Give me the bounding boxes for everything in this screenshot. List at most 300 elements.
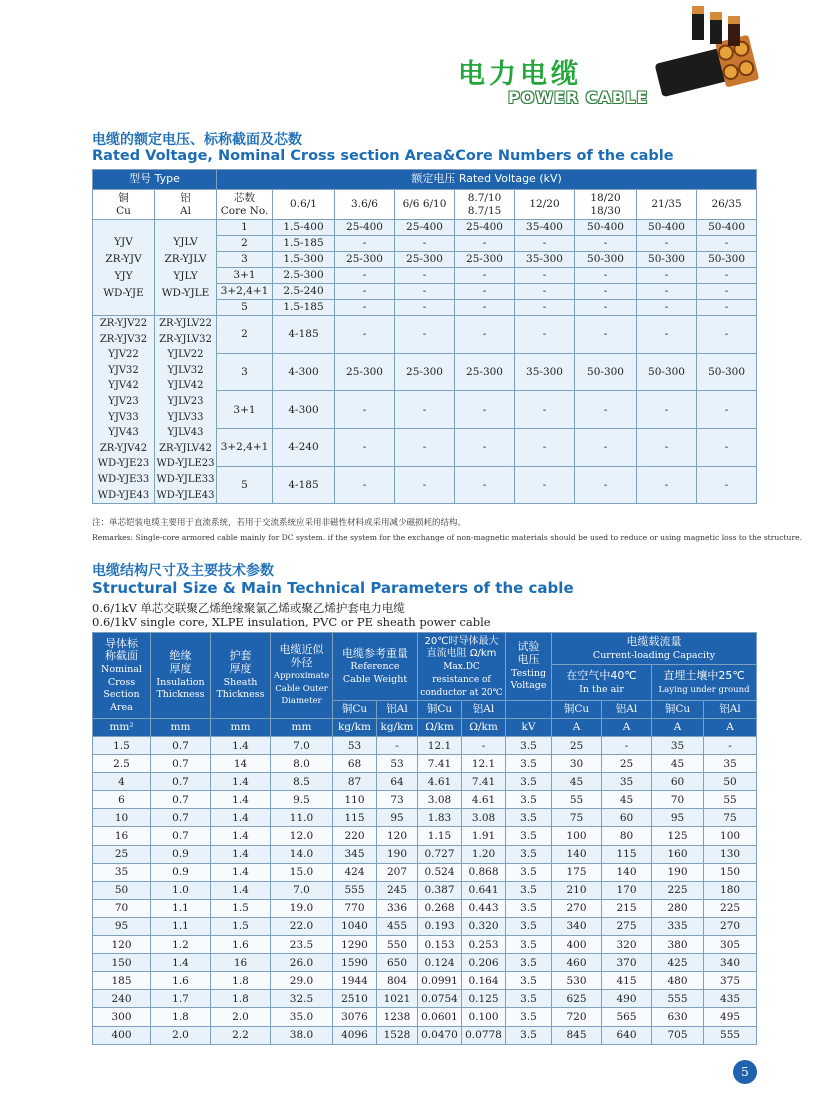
parameter-cell: 35	[704, 755, 757, 773]
parameter-cell: 1.4	[211, 827, 271, 845]
parameter-cell: 55	[552, 791, 602, 809]
section-range-cell: 50-400	[575, 220, 637, 236]
parameter-cell: 425	[652, 954, 704, 972]
section1-title-cn: 电缆的额定电压、标称截面及芯数	[92, 132, 302, 148]
parameter-cell: 25	[93, 845, 151, 863]
parameter-cell: 650	[377, 954, 418, 972]
section-range-cell: 4-185	[273, 316, 335, 354]
parameter-cell: 490	[602, 990, 652, 1008]
unit-cell: mm	[271, 719, 333, 737]
parameter-cell: 175	[552, 863, 602, 881]
parameter-cell: 3.5	[506, 899, 552, 917]
section-range-cell: -	[575, 284, 637, 300]
section-range-cell: -	[455, 236, 515, 252]
parameter-cell: 70	[93, 899, 151, 917]
parameter-cell: 1.1	[151, 899, 211, 917]
voltage-header: 26/35	[697, 190, 757, 220]
section-range-cell: -	[455, 428, 515, 466]
section2-title-en: Structural Size & Main Technical Parameters of the cable	[92, 579, 574, 597]
parameter-cell: 185	[93, 972, 151, 990]
parameter-cell: 6	[93, 791, 151, 809]
parameter-cell: 0.0754	[418, 990, 462, 1008]
table-row	[93, 1008, 757, 1026]
core-number-cell: 3+2,4+1	[217, 428, 273, 466]
page-header	[0, 0, 820, 120]
parameter-cell: 4.61	[418, 773, 462, 791]
section-range-cell: 2.5-240	[273, 284, 335, 300]
parameter-cell: 120	[377, 827, 418, 845]
table-row	[93, 954, 757, 972]
section1-title-en: Rated Voltage, Nominal Cross section Area&Core Numbers of the cable	[92, 148, 674, 164]
rated-voltage-header: 额定电压 Rated Voltage (kV)	[217, 170, 757, 190]
parameter-cell: 3.5	[506, 972, 552, 990]
section-range-cell: 1.5-400	[273, 220, 335, 236]
parameter-cell: 25	[602, 755, 652, 773]
table-row	[93, 990, 757, 1008]
parameter-cell: 220	[333, 827, 377, 845]
parameter-cell: 1.5	[211, 917, 271, 935]
parameter-cell: 0.387	[418, 881, 462, 899]
parameter-cell: 245	[377, 881, 418, 899]
parameter-cell: 1.6	[151, 972, 211, 990]
al-header: 铝 Al	[155, 190, 217, 220]
parameter-cell: 1.7	[151, 990, 211, 1008]
parameter-cell: 0.253	[462, 936, 506, 954]
parameter-cell: 115	[333, 809, 377, 827]
section-range-cell: -	[575, 428, 637, 466]
voltage-header: 6/6 6/10	[395, 190, 455, 220]
parameter-cell: 1.4	[211, 845, 271, 863]
parameter-cell: 1944	[333, 972, 377, 990]
parameter-cell: 3.5	[506, 755, 552, 773]
parameter-cell: 300	[93, 1008, 151, 1026]
parameter-cell: 3.5	[506, 791, 552, 809]
section-range-cell: 50-300	[575, 252, 637, 268]
section-range-cell: -	[637, 300, 697, 316]
parameter-cell: 70	[652, 791, 704, 809]
current-loading-header: 电缆载流量 Current-loading Capacity	[552, 633, 757, 665]
parameter-cell: 3.08	[462, 809, 506, 827]
section-range-cell: 35-300	[515, 252, 575, 268]
parameter-cell: 275	[602, 917, 652, 935]
section-range-cell: -	[335, 284, 395, 300]
core-number-cell: 2	[217, 316, 273, 354]
parameter-cell: -	[462, 737, 506, 755]
section2-subtitle-en: 0.6/1kV single core, XLPE insulation, PVC or PE sheath power cable	[92, 615, 491, 629]
parameter-cell: 38.0	[271, 1026, 333, 1044]
parameter-cell: 15.0	[271, 863, 333, 881]
section-range-cell: -	[697, 284, 757, 300]
parameter-cell: 7.0	[271, 737, 333, 755]
parameter-cell: 4	[93, 773, 151, 791]
section-range-cell: -	[697, 391, 757, 429]
unit-cell: kg/km	[333, 719, 377, 737]
cable-illustration	[648, 6, 760, 106]
parameter-cell: 705	[652, 1026, 704, 1044]
section-range-cell: -	[395, 284, 455, 300]
parameter-cell: 0.193	[418, 917, 462, 935]
core-no-header: 芯数 Core No.	[217, 190, 273, 220]
testing-voltage-spacer	[506, 701, 552, 719]
parameter-cell: 2510	[333, 990, 377, 1008]
parameter-cell: 375	[704, 972, 757, 990]
parameter-cell: 7.0	[271, 881, 333, 899]
section-range-cell: -	[455, 268, 515, 284]
parameter-cell: 3.5	[506, 863, 552, 881]
parameter-cell: 565	[602, 1008, 652, 1026]
parameter-cell: 1.4	[151, 954, 211, 972]
resistance-header: 20℃时导体最大 直流电阻 Ω/km Max.DC resistance of conductor at 20℃	[418, 633, 506, 701]
parameter-cell: 270	[704, 917, 757, 935]
voltage-header: 21/35	[637, 190, 697, 220]
parameter-cell: 0.268	[418, 899, 462, 917]
parameter-cell: 460	[552, 954, 602, 972]
parameter-cell: 4.61	[462, 791, 506, 809]
parameter-cell: 3.5	[506, 1008, 552, 1026]
parameter-cell: 95	[93, 917, 151, 935]
core-number-cell: 3+1	[217, 391, 273, 429]
parameter-cell: 140	[552, 845, 602, 863]
section-range-cell: -	[575, 300, 637, 316]
parameter-cell: 29.0	[271, 972, 333, 990]
brand-title-cn: 电力电缆	[458, 59, 582, 90]
al-model-list: YJLV ZR-YJLV YJLY WD-YJLE	[155, 220, 217, 316]
parameter-cell: 3.08	[418, 791, 462, 809]
parameter-cell: 25	[552, 737, 602, 755]
insulation-header: 绝缘 厚度 Insulation Thickness	[151, 633, 211, 719]
cu-header: 铜Cu	[418, 701, 462, 719]
voltage-header: 3.6/6	[335, 190, 395, 220]
parameter-cell: 100	[552, 827, 602, 845]
parameter-cell: 95	[652, 809, 704, 827]
parameter-cell: 1.15	[418, 827, 462, 845]
parameter-cell: 160	[652, 845, 704, 863]
parameter-cell: 55	[704, 791, 757, 809]
parameter-cell: 100	[704, 827, 757, 845]
parameter-cell: 50	[93, 881, 151, 899]
section-range-cell: 35-300	[515, 353, 575, 391]
section2-subtitle-cn: 0.6/1kV 单芯交联聚乙烯绝缘聚氯乙烯或聚乙烯护套电力电缆	[92, 601, 405, 615]
table-row	[93, 791, 757, 809]
core-number-cell: 5	[217, 300, 273, 316]
section-range-cell: -	[455, 284, 515, 300]
outer-diameter-header: 电缆近似 外径 Approximate Cable Outer Diameter	[271, 633, 333, 719]
section-range-cell: -	[335, 428, 395, 466]
parameter-cell: 1.4	[211, 737, 271, 755]
parameter-cell: 0.164	[462, 972, 506, 990]
parameter-cell: 804	[377, 972, 418, 990]
section-range-cell: 1.5-300	[273, 252, 335, 268]
parameter-cell: 110	[333, 791, 377, 809]
parameter-cell: 3.5	[506, 954, 552, 972]
unit-cell: Ω/km	[418, 719, 462, 737]
parameter-cell: 3.5	[506, 737, 552, 755]
parameter-cell: 170	[602, 881, 652, 899]
section-range-cell: -	[455, 316, 515, 354]
section-range-cell: -	[395, 300, 455, 316]
parameter-cell: 8.0	[271, 755, 333, 773]
cu-model-list: ZR-YJV22 ZR-YJV32 YJV22 YJV32 YJV42 YJV23 YJV33 YJV43 ZR-YJV42 WD-YJE23 WD-YJE33 WD-YJE43	[93, 316, 155, 504]
parameter-cell: 1.4	[211, 773, 271, 791]
section-range-cell: -	[515, 268, 575, 284]
parameter-cell: 625	[552, 990, 602, 1008]
section-range-cell: 25-300	[335, 353, 395, 391]
parameter-cell: 0.7	[151, 809, 211, 827]
al-header: 铝Al	[462, 701, 506, 719]
parameter-cell: 45	[552, 773, 602, 791]
parameter-cell: 0.0470	[418, 1026, 462, 1044]
parameter-cell: 3.5	[506, 809, 552, 827]
table-row	[93, 917, 757, 935]
parameter-cell: 0.641	[462, 881, 506, 899]
section-range-cell: 50-400	[697, 220, 757, 236]
unit-cell: mm	[211, 719, 271, 737]
cu-model-list: YJV ZR-YJV YJY WD-YJE	[93, 220, 155, 316]
parameter-cell: 0.125	[462, 990, 506, 1008]
parameter-cell: 336	[377, 899, 418, 917]
core-number-cell: 3	[217, 252, 273, 268]
cu-header: 铜Cu	[552, 701, 602, 719]
section-range-cell: 2.5-300	[273, 268, 335, 284]
parameter-cell: 0.206	[462, 954, 506, 972]
parameter-cell: 1.2	[151, 936, 211, 954]
parameter-cell: 16	[93, 827, 151, 845]
parameter-cell: 60	[602, 809, 652, 827]
parameter-cell: 35	[93, 863, 151, 881]
parameter-cell: 0.7	[151, 755, 211, 773]
parameter-cell: 23.5	[271, 936, 333, 954]
parameter-cell: 45	[652, 755, 704, 773]
parameter-cell: 12.0	[271, 827, 333, 845]
core-number-cell: 3	[217, 353, 273, 391]
core-number-cell: 3+2,4+1	[217, 284, 273, 300]
area-header: 导体标 称截面 Nominal Cross Section Area	[93, 633, 151, 719]
table-row	[93, 899, 757, 917]
section-range-cell: 50-300	[697, 353, 757, 391]
section-range-cell: -	[697, 428, 757, 466]
cu-header: 铜 Cu	[93, 190, 155, 220]
testing-voltage-header: 试验 电压 Testing Voltage	[506, 633, 552, 701]
unit-cell: kV	[506, 719, 552, 737]
parameter-cell: 1.4	[211, 791, 271, 809]
parameter-cell: 68	[333, 755, 377, 773]
parameter-cell: 270	[552, 899, 602, 917]
parameter-cell: 95	[377, 809, 418, 827]
section-range-cell: -	[395, 466, 455, 504]
table-row	[93, 220, 757, 236]
parameter-cell: 1.91	[462, 827, 506, 845]
parameter-cell: 0.153	[418, 936, 462, 954]
parameter-cell: 35	[602, 773, 652, 791]
parameter-cell: 1040	[333, 917, 377, 935]
parameter-cell: 770	[333, 899, 377, 917]
weight-header: 电缆参考重量 Reference Cable Weight	[333, 633, 418, 701]
section-range-cell: 4-300	[273, 353, 335, 391]
parameter-cell: 305	[704, 936, 757, 954]
section-range-cell: -	[697, 300, 757, 316]
section-range-cell: 25-300	[455, 252, 515, 268]
section-range-cell: -	[637, 236, 697, 252]
parameter-cell: 555	[333, 881, 377, 899]
parameter-cell: 16	[211, 954, 271, 972]
page-number: 5	[733, 1060, 757, 1084]
unit-cell: A	[704, 719, 757, 737]
section-range-cell: -	[637, 316, 697, 354]
parameter-cell: 130	[704, 845, 757, 863]
core-number-cell: 5	[217, 466, 273, 504]
section-range-cell: -	[515, 391, 575, 429]
table-row	[93, 845, 757, 863]
parameter-cell: 630	[652, 1008, 704, 1026]
section-range-cell: -	[575, 236, 637, 252]
cu-header: 铜Cu	[652, 701, 704, 719]
in-air-header: 在空气中40℃ In the air	[552, 665, 652, 701]
parameter-cell: 0.0778	[462, 1026, 506, 1044]
parameter-cell: 1.4	[211, 881, 271, 899]
parameter-cell: 3.5	[506, 917, 552, 935]
section-range-cell: -	[575, 268, 637, 284]
parameter-cell: 0.0601	[418, 1008, 462, 1026]
section-range-cell: 25-300	[395, 252, 455, 268]
section-range-cell: -	[575, 466, 637, 504]
parameter-cell: 180	[704, 881, 757, 899]
parameter-cell: 19.0	[271, 899, 333, 917]
parameter-cell: 2.0	[151, 1026, 211, 1044]
section-range-cell: -	[395, 428, 455, 466]
section-range-cell: -	[395, 268, 455, 284]
parameter-cell: 320	[602, 936, 652, 954]
parameter-cell: 3.5	[506, 990, 552, 1008]
parameter-cell: 2.5	[93, 755, 151, 773]
parameter-cell: 3.5	[506, 773, 552, 791]
table-row	[93, 809, 757, 827]
parameter-cell: 35	[652, 737, 704, 755]
parameter-cell: 0.868	[462, 863, 506, 881]
parameter-cell: 1021	[377, 990, 418, 1008]
unit-cell: A	[552, 719, 602, 737]
table-row	[93, 827, 757, 845]
parameter-cell: 0.727	[418, 845, 462, 863]
section-range-cell: -	[637, 284, 697, 300]
al-model-list: ZR-YJLV22 ZR-YJLV32 YJLV22 YJLV32 YJLV42 YJLV23 YJLV33 YJLV43 ZR-YJLV42 WD-YJLE23 WD-YJLE33 WD-YJLE43	[155, 316, 217, 504]
parameter-cell: 0.7	[151, 773, 211, 791]
section-range-cell: 50-300	[575, 353, 637, 391]
parameter-cell: 10	[93, 809, 151, 827]
parameter-cell: 0.7	[151, 827, 211, 845]
parameter-cell: 3.5	[506, 1026, 552, 1044]
parameter-cell: 1.5	[93, 737, 151, 755]
section-range-cell: -	[395, 316, 455, 354]
parameter-cell: 3.5	[506, 845, 552, 863]
parameter-cell: 0.9	[151, 845, 211, 863]
parameter-cell: 0.7	[151, 737, 211, 755]
parameter-cell: 150	[704, 863, 757, 881]
section-range-cell: -	[515, 428, 575, 466]
parameter-cell: 435	[704, 990, 757, 1008]
section-range-cell: 4-240	[273, 428, 335, 466]
parameter-cell: 640	[602, 1026, 652, 1044]
parameter-cell: 45	[602, 791, 652, 809]
parameter-cell: 4096	[333, 1026, 377, 1044]
parameter-cell: 280	[652, 899, 704, 917]
parameter-cell: 22.0	[271, 917, 333, 935]
parameter-cell: 150	[93, 954, 151, 972]
section-range-cell: -	[515, 300, 575, 316]
parameter-cell: 125	[652, 827, 704, 845]
parameter-cell: 12.1	[462, 755, 506, 773]
parameter-cell: 26.0	[271, 954, 333, 972]
table-row	[93, 316, 757, 354]
section-range-cell: -	[395, 391, 455, 429]
technical-parameters-table	[92, 632, 757, 1045]
section-range-cell: -	[637, 466, 697, 504]
section-range-cell: -	[637, 268, 697, 284]
section-range-cell: -	[455, 300, 515, 316]
unit-cell: Ω/km	[462, 719, 506, 737]
remark-cn: 注：单芯铠装电缆主要用于直流系统，若用于交流系统应采用非磁性材料或采用减少磁损耗的结构。	[92, 518, 467, 528]
parameter-cell: 0.320	[462, 917, 506, 935]
section-range-cell: -	[335, 300, 395, 316]
parameter-cell: 115	[602, 845, 652, 863]
parameter-cell: 340	[704, 954, 757, 972]
parameter-cell: 1.0	[151, 881, 211, 899]
parameter-cell: -	[704, 737, 757, 755]
section-range-cell: 25-400	[395, 220, 455, 236]
section2-title-cn: 电缆结构尺寸及主要技术参数	[92, 563, 274, 579]
section-range-cell: 1.5-185	[273, 300, 335, 316]
parameter-cell: 215	[602, 899, 652, 917]
section-range-cell: -	[575, 391, 637, 429]
parameter-cell: 720	[552, 1008, 602, 1026]
parameter-cell: 3.5	[506, 936, 552, 954]
table-row	[93, 1026, 757, 1044]
parameter-cell: 3.5	[506, 827, 552, 845]
parameter-cell: 210	[552, 881, 602, 899]
parameter-cell: 140	[602, 863, 652, 881]
section-range-cell: 25-400	[335, 220, 395, 236]
unit-cell: kg/km	[377, 719, 418, 737]
parameter-cell: 2.2	[211, 1026, 271, 1044]
parameter-cell: 75	[704, 809, 757, 827]
section-range-cell: 50-300	[697, 252, 757, 268]
voltage-header: 12/20	[515, 190, 575, 220]
parameter-cell: 400	[93, 1026, 151, 1044]
parameter-cell: 1.6	[211, 936, 271, 954]
section-range-cell: -	[335, 316, 395, 354]
parameter-cell: 1.8	[211, 972, 271, 990]
parameter-cell: 1528	[377, 1026, 418, 1044]
parameter-cell: 190	[377, 845, 418, 863]
section-range-cell: -	[335, 236, 395, 252]
parameter-cell: 60	[652, 773, 704, 791]
parameter-cell: 3076	[333, 1008, 377, 1026]
parameter-cell: 7.41	[462, 773, 506, 791]
parameter-cell: 120	[93, 936, 151, 954]
section-range-cell: -	[515, 284, 575, 300]
parameter-cell: 0.9	[151, 863, 211, 881]
parameter-cell: 87	[333, 773, 377, 791]
parameter-cell: 207	[377, 863, 418, 881]
parameter-cell: 11.0	[271, 809, 333, 827]
voltage-header: 0.6/1	[273, 190, 335, 220]
parameter-cell: 1.5	[211, 899, 271, 917]
table-row	[93, 881, 757, 899]
core-number-cell: 3+1	[217, 268, 273, 284]
parameter-cell: 75	[552, 809, 602, 827]
section-range-cell: -	[637, 428, 697, 466]
section-range-cell: -	[455, 466, 515, 504]
parameter-cell: 35.0	[271, 1008, 333, 1026]
